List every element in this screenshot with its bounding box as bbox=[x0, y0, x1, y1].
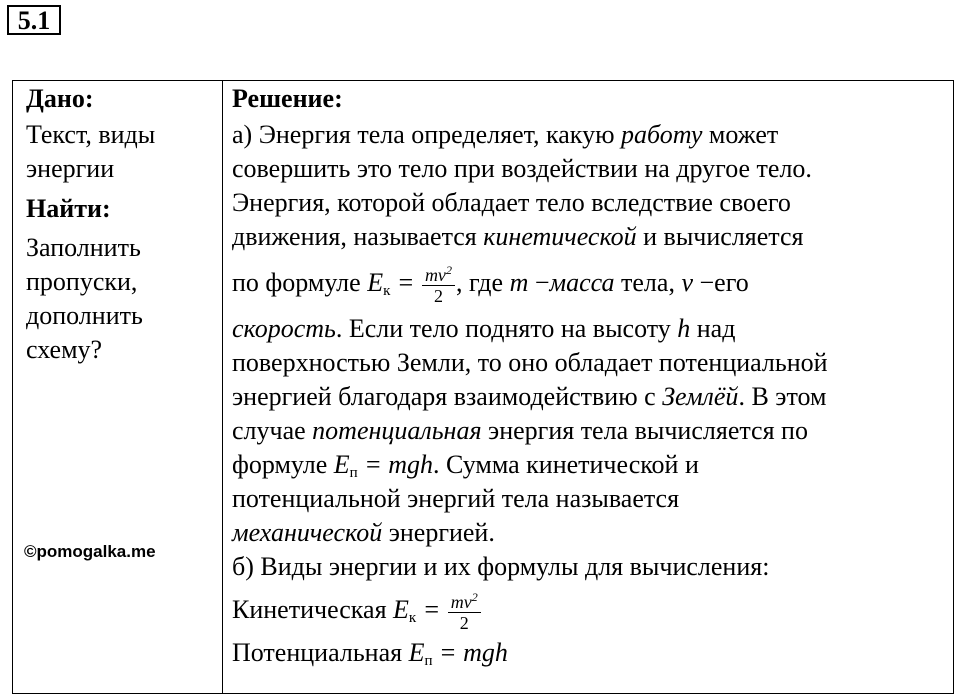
find-line: Заполнить bbox=[26, 233, 141, 262]
find-text bbox=[26, 231, 216, 367]
solution-line: совершить это тело при воздействии на другое тело. bbox=[232, 154, 812, 183]
fraction: $\frac{mv^2}{2}$ bbox=[422, 260, 455, 306]
potential-formula-line: Потенциальная Eп = mgh bbox=[232, 638, 508, 669]
watermark: ©pomogalka.me bbox=[24, 542, 156, 561]
given-line: энергии bbox=[26, 154, 115, 183]
find-heading: Найти: bbox=[26, 194, 111, 223]
find-line: дополнить bbox=[26, 301, 143, 330]
solution-line: б) Виды энергии и их формулы для вычисления: bbox=[232, 552, 770, 581]
solution-line: случае потенциальная энергия тела вычисляется по bbox=[232, 416, 808, 445]
solution-heading: Решение: bbox=[232, 84, 343, 113]
solution-line: механической энергией. bbox=[232, 518, 495, 547]
kinetic-energy-formula: Eк = $\frac{mv^2}{2}$ bbox=[393, 595, 482, 624]
solution-column bbox=[232, 84, 944, 670]
solution-line: потенциальной энергий тела называется bbox=[232, 484, 680, 513]
potential-energy-formula: Eп = mgh bbox=[408, 638, 508, 669]
given-line: Текст, виды bbox=[26, 120, 156, 149]
solution-line-kinetic-formula: по формуле Eк = $\frac{mv^2}{2}$ , где m −масса тела, v −его bbox=[232, 254, 944, 312]
kinetic-energy-formula: Eк = $\frac{mv^2}{2}$ bbox=[367, 268, 456, 297]
potential-energy-formula: Eп = mgh bbox=[333, 450, 434, 481]
find-line: схему? bbox=[26, 335, 103, 364]
task-number-box bbox=[7, 5, 61, 35]
kinetic-formula-line: Кинетическая Eк = $\frac{mv^2}{2}$ bbox=[232, 584, 944, 636]
given-column bbox=[26, 84, 216, 367]
solution-line: а) Энергия тела определяет, какую работу может bbox=[232, 120, 779, 149]
given-heading: Дано: bbox=[26, 84, 94, 113]
fraction: $\frac{mv^2}{2}$ bbox=[448, 587, 481, 633]
given-text bbox=[26, 118, 216, 186]
find-line: пропуски, bbox=[26, 267, 138, 296]
column-divider bbox=[222, 80, 223, 694]
solution-line: энергией благодаря взаимодействию с Землёй. В этом bbox=[232, 382, 827, 411]
task-number: 5.1 bbox=[17, 6, 51, 35]
solution-line: поверхностью Земли, то оно обладает потенциальной bbox=[232, 348, 828, 377]
solution-line: движения, называется кинетической и вычисляется bbox=[232, 222, 804, 251]
solution-line-potential-formula: формуле Eп = mgh. Сумма кинетической и bbox=[232, 450, 699, 481]
solution-line: скорость. Если тело поднято на высоту h над bbox=[232, 314, 736, 343]
solution-line: Энергия, которой обладает тело вследствие своего bbox=[232, 188, 791, 217]
